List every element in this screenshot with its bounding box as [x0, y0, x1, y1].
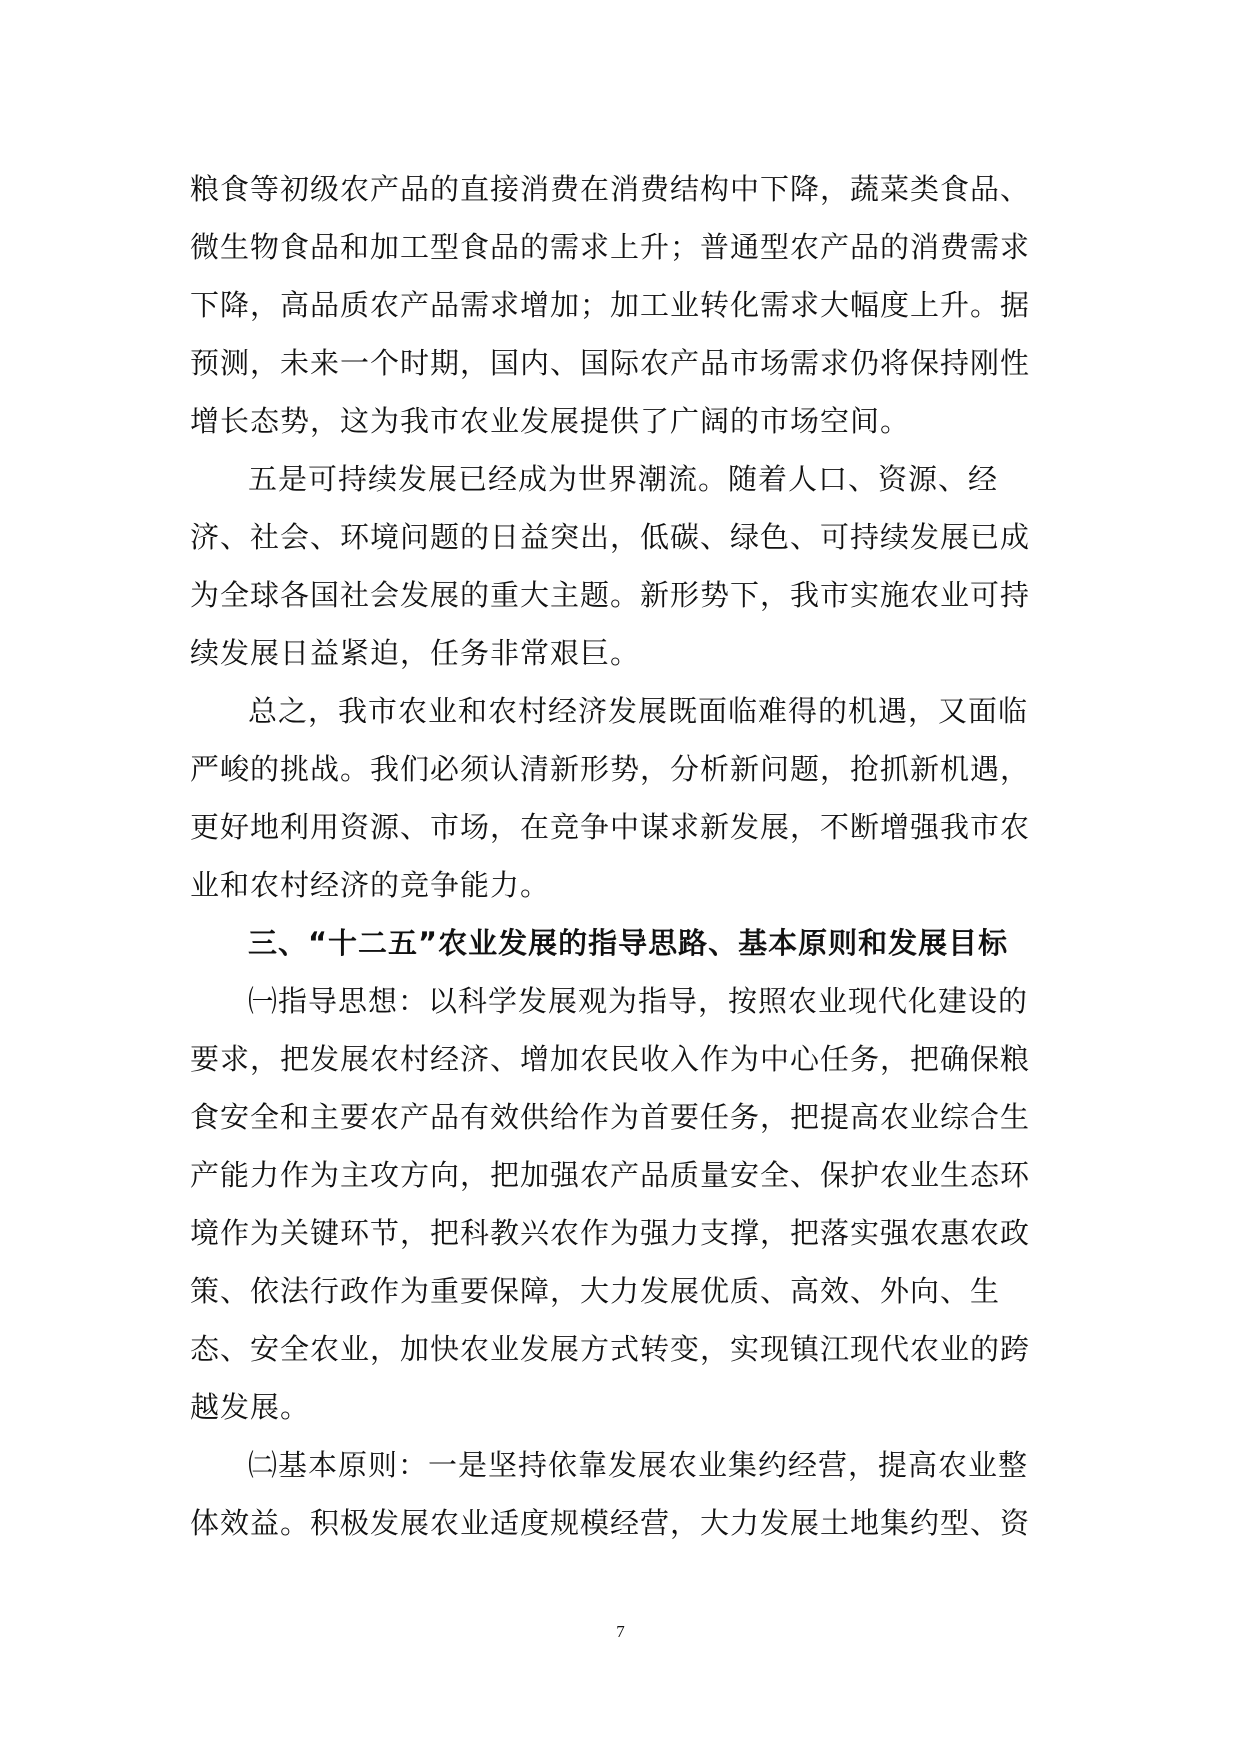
paragraph-sustainable-development: 五是可持续发展已经成为世界潮流。随着人口、资源、经济、社会、环境问题的日益突出，低碳、绿色、可持续发展已成为全球各国社会发展的重大主题。新形势下，我市实施农业可持续发展日益紧迫，任务非常艰巨。: [190, 462, 1031, 670]
page-number: 7: [616, 1622, 625, 1641]
paragraph-basic-principles: ㈡基本原则：一是坚持依靠发展农业集约经营，提高农业整体效益。积极发展农业适度规模经营，大力发展土地集约型、资: [190, 1448, 1031, 1540]
paragraph-demand-trends: 粮食等初级农产品的直接消费在消费结构中下降，蔬菜类食品、微生物食品和加工型食品的需求上升；普通型农产品的消费需求下降，高品质农产品需求增加；加工业转化需求大幅度上升。据预测，未来一个时期，国内、国际农产品市场需求仍将保持刚性增长态势，这为我市农业发展提供了广阔的市场空间。: [190, 172, 1031, 438]
paragraph-guiding-thought: ㈠指导思想：以科学发展观为指导，按照农业现代化建设的要求，把发展农村经济、增加农民收入作为中心任务，把确保粮食安全和主要农产品有效供给作为首要任务，把提高农业综合生产能力作为主攻方向，把加强农产品质量安全、保护农业生态环境作为关键环节，把科教兴农作为强力支撑，把落实强农惠农政策、依法行政作为重要保障，大力发展优质、高效、外向、生态、安全农业，加快农业发展方式转变，实现镇江现代农业的跨越发展。: [190, 984, 1031, 1424]
document-body: [190, 160, 1050, 1552]
section-heading: 三、“十二五”农业发展的指导思路、基本原则和发展目标: [248, 926, 1009, 960]
paragraph-summary: 总之，我市农业和农村经济发展既面临难得的机遇，又面临严峻的挑战。我们必须认清新形势，分析新问题，抢抓新机遇，更好地利用资源、市场，在竞争中谋求新发展，不断增强我市农业和农村经济的竞争能力。: [190, 694, 1031, 902]
